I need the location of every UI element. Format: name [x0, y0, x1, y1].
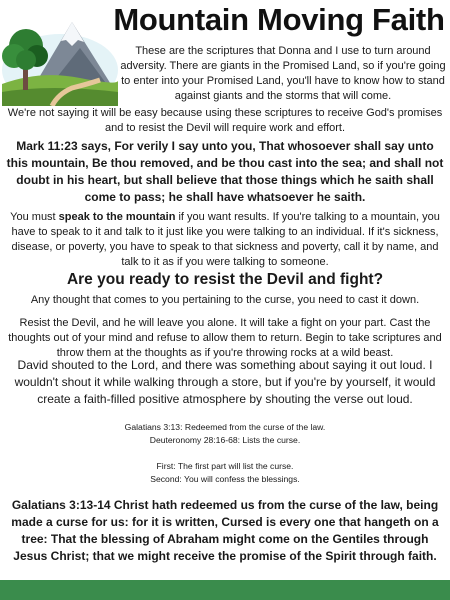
- reference-galatians: Galatians 3:13: Redeemed from the curse of the law.: [124, 422, 326, 432]
- step-second: Second: You will confess the blessings.: [150, 474, 300, 484]
- resist-heading: Are you ready to resist the Devil and fight?: [66, 271, 384, 288]
- step-first: First: The first part will list the curse.: [156, 461, 294, 471]
- scripture-references: [6, 421, 444, 447]
- speak-text-before: You must: [10, 211, 59, 223]
- mark-11-23-verse: Mark 11:23 says, For verily I say unto you, That whosoever shall say unto this mountain, Be thou removed, and be thou cast into the sea; and shall not doubt in his heart, but shall believe that those things which he saith shall come to pass; he shall have whatsoever he saith.: [6, 139, 444, 204]
- david-paragraph: David shouted to the Lord, and there was something about saying it out loud. I wouldn't shout it while walking through a store, but if you're by yourself, it would create a faith-filled positive atmosphere by shouting the verse out loud.: [14, 358, 436, 406]
- confession-steps: [6, 460, 444, 486]
- reference-deuteronomy: Deuteronomy 28:16-68: Lists the curse.: [149, 435, 301, 445]
- not-easy-paragraph: We're not saying it will be easy because using these scriptures to receive God's promises and to resist the Devil will require work and effort.: [7, 107, 443, 134]
- mountain-landscape-illustration: [0, 14, 118, 106]
- cast-down-paragraph: Any thought that comes to you pertaining to the curse, you need to cast it down.: [30, 294, 420, 306]
- speak-emphasis: speak to the mountain: [58, 211, 176, 223]
- intro-paragraph: These are the scriptures that Donna and I use to turn around adversity. There are giants in the Promised Land, so if you're going to enter into your Promised Land, you'll have to know how to stand against giants and the storms that will come.: [120, 45, 446, 102]
- page-title: Mountain Moving Faith: [113, 2, 445, 37]
- speak-to-mountain-paragraph: [6, 210, 444, 270]
- resist-devil-paragraph: Resist the Devil, and he will leave you alone. It will take a fight on your part. Cast the thoughts out of your mind and refuse to allow them to return. Begin to take scriptures and throw them at the thoughts as if you're throwing rocks at a wild beast.: [8, 317, 442, 359]
- footer-bar: [0, 580, 450, 600]
- galatians-3-13-14-verse: Galatians 3:13-14 Christ hath redeemed us from the curse of the law, being made a curse for us: for it is written, Cursed is every one that hangeth on a tree: That the blessing of Abraham might come on the Gentiles through Jesus Christ; that we might receive the promise of the Spirit through faith.: [11, 498, 439, 563]
- speak-text-after: if you want results. If you're talking to a mountain, you have to speak to it and talk to it just like you were talking to an individual. If it's sickness, disease, or poverty, you have to speak to that sickness and poverty, call it by name, and talk to it as if you were talking to someone.: [11, 211, 440, 268]
